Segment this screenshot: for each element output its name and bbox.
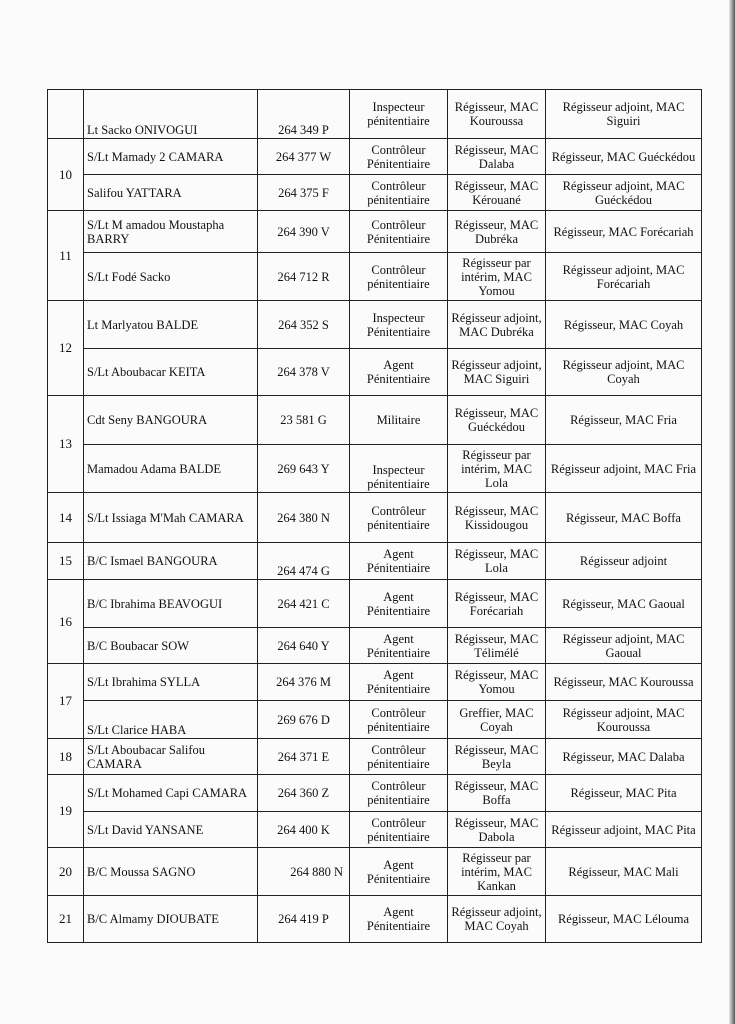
matricule-cell: 264 390 V [258,211,350,253]
new-position-cell: Régisseur, MAC Kouroussa [546,664,702,701]
new-position-cell: Régisseur, MAC Coyah [546,301,702,349]
name-cell: B/C Almamy DIOUBATE [84,896,258,943]
current-position-cell: Régisseur adjoint, MAC Coyah [448,896,546,943]
matricule-cell: 264 380 N [258,493,350,543]
current-position-cell: Régisseur par intérim, MAC Yomou [448,253,546,301]
new-position-cell: Régisseur adjoint [546,543,702,580]
table-row [48,664,702,701]
name-cell: Salifou YATTARA [84,175,258,211]
row-number-cell: 10 [48,139,84,211]
matricule-cell: 264 377 W [258,139,350,175]
name-cell: S/Lt Mamady 2 CAMARA [84,139,258,175]
new-position-cell: Régisseur adjoint, MAC Pita [546,812,702,848]
table-row [48,628,702,664]
table-row [48,580,702,628]
current-position-cell: Régisseur, MAC Kissidougou [448,493,546,543]
matricule-cell: 264 474 G [258,543,350,580]
personnel-table [47,89,702,943]
table-row [48,90,702,139]
name-cell: S/Lt Aboubacar KEITA [84,349,258,396]
current-position-cell: Régisseur, MAC Kérouané [448,175,546,211]
table-row [48,211,702,253]
grade-cell: Contrôleur Pénitentiaire [350,139,448,175]
name-cell: S/Lt David YANSANE [84,812,258,848]
matricule-cell: 264 376 M [258,664,350,701]
new-position-cell: Régisseur, MAC Forécariah [546,211,702,253]
grade-cell: Agent Pénitentiaire [350,848,448,896]
grade-cell: Agent Pénitentiaire [350,628,448,664]
grade-cell: Agent Pénitentiaire [350,580,448,628]
matricule-cell: 264 880 N [258,848,350,896]
row-number-cell: 13 [48,396,84,493]
row-number-cell: 16 [48,580,84,664]
new-position-cell: Régisseur adjoint, MAC Siguiri [546,90,702,139]
current-position-cell: Régisseur adjoint, MAC Dubréka [448,301,546,349]
current-position-cell: Régisseur, MAC Dubréka [448,211,546,253]
table-row [48,396,702,445]
current-position-cell: Régisseur, MAC Guéckédou [448,396,546,445]
grade-cell: Contrôleur pénitentiaire [350,701,448,739]
current-position-cell: Régisseur, MAC Télimélé [448,628,546,664]
matricule-cell: 264 378 V [258,349,350,396]
new-position-cell: Régisseur, MAC Guéckédou [546,139,702,175]
row-number-cell: 20 [48,848,84,896]
grade-cell: Agent Pénitentiaire [350,543,448,580]
row-number-cell: 17 [48,664,84,739]
grade-cell: Inspecteur Pénitentiaire [350,301,448,349]
matricule-cell: 264 419 P [258,896,350,943]
name-cell: B/C Ismael BANGOURA [84,543,258,580]
new-position-cell: Régisseur, MAC Fria [546,396,702,445]
current-position-cell: Régisseur, MAC Yomou [448,664,546,701]
matricule-cell: 269 676 D [258,701,350,739]
grade-cell: Contrôleur pénitentiaire [350,739,448,775]
new-position-cell: Régisseur adjoint, MAC Coyah [546,349,702,396]
grade-cell: Militaire [350,396,448,445]
table-row [48,301,702,349]
matricule-cell: 264 421 C [258,580,350,628]
grade-cell: Inspecteur pénitentiaire [350,90,448,139]
current-position-cell: Régisseur, MAC Boffa [448,775,546,812]
name-cell: S/Lt Aboubacar Salifou CAMARA [84,739,258,775]
grade-cell: Contrôleur pénitentiaire [350,253,448,301]
table-row [48,775,702,812]
row-number-cell [48,90,84,139]
table-row [48,739,702,775]
current-position-cell: Régisseur par intérim, MAC Lola [448,445,546,493]
current-position-cell: Régisseur, MAC Lola [448,543,546,580]
current-position-cell: Régisseur, MAC Dabola [448,812,546,848]
current-position-cell: Régisseur par intérim, MAC Kankan [448,848,546,896]
new-position-cell: Régisseur, MAC Dalaba [546,739,702,775]
new-position-cell: Régisseur, MAC Gaoual [546,580,702,628]
new-position-cell: Régisseur, MAC Mali [546,848,702,896]
grade-cell: Contrôleur pénitentiaire [350,493,448,543]
table-row [48,848,702,896]
grade-cell: Inspecteur pénitentiaire [350,445,448,493]
row-number-cell: 14 [48,493,84,543]
name-cell: S/Lt Mohamed Capi CAMARA [84,775,258,812]
new-position-cell: Régisseur adjoint, MAC Fria [546,445,702,493]
current-position-cell: Régisseur, MAC Dalaba [448,139,546,175]
new-position-cell: Régisseur, MAC Boffa [546,493,702,543]
name-cell: S/Lt Fodé Sacko [84,253,258,301]
row-number-cell: 15 [48,543,84,580]
new-position-cell: Régisseur adjoint, MAC Kouroussa [546,701,702,739]
grade-cell: Contrôleur pénitentiaire [350,175,448,211]
name-cell: Lt Sacko ONIVOGUI [84,90,258,139]
name-cell: S/Lt Clarice HABA [84,701,258,739]
matricule-cell: 264 640 Y [258,628,350,664]
table-row [48,445,702,493]
grade-cell: Contrôleur pénitentiaire [350,812,448,848]
matricule-cell: 264 349 P [258,90,350,139]
name-cell: Cdt Seny BANGOURA [84,396,258,445]
row-number-cell: 19 [48,775,84,848]
name-cell: Lt Marlyatou BALDE [84,301,258,349]
name-cell: S/Lt Ibrahima SYLLA [84,664,258,701]
matricule-cell: 264 400 K [258,812,350,848]
row-number-cell: 21 [48,896,84,943]
matricule-cell: 264 360 Z [258,775,350,812]
row-number-cell: 11 [48,211,84,301]
matricule-cell: 264 375 F [258,175,350,211]
name-cell: S/Lt M amadou Moustapha BARRY [84,211,258,253]
name-cell: B/C Ibrahima BEAVOGUI [84,580,258,628]
new-position-cell: Régisseur adjoint, MAC Forécariah [546,253,702,301]
new-position-cell: Régisseur adjoint, MAC Gaoual [546,628,702,664]
table-row [48,543,702,580]
grade-cell: Agent Pénitentiaire [350,664,448,701]
grade-cell: Contrôleur pénitentiaire [350,775,448,812]
name-cell: B/C Boubacar SOW [84,628,258,664]
current-position-cell: Régisseur, MAC Beyla [448,739,546,775]
row-number-cell: 18 [48,739,84,775]
current-position-cell: Régisseur, MAC Forécariah [448,580,546,628]
current-position-cell: Greffier, MAC Coyah [448,701,546,739]
new-position-cell: Régisseur adjoint, MAC Guéckédou [546,175,702,211]
grade-cell: Agent Pénitentiaire [350,896,448,943]
grade-cell: Agent Pénitentiaire [350,349,448,396]
name-cell: S/Lt Issiaga M'Mah CAMARA [84,493,258,543]
table-row [48,701,702,739]
new-position-cell: Régisseur, MAC Lélouma [546,896,702,943]
table-row [48,175,702,211]
name-cell: Mamadou Adama BALDE [84,445,258,493]
current-position-cell: Régisseur, MAC Kouroussa [448,90,546,139]
grade-cell: Contrôleur Pénitentiaire [350,211,448,253]
table-row [48,253,702,301]
page-edge-shadow [729,0,735,1024]
table-row [48,896,702,943]
current-position-cell: Régisseur adjoint, MAC Siguiri [448,349,546,396]
name-cell: B/C Moussa SAGNO [84,848,258,896]
matricule-cell: 264 352 S [258,301,350,349]
row-number-cell: 12 [48,301,84,396]
new-position-cell: Régisseur, MAC Pita [546,775,702,812]
table-row [48,812,702,848]
matricule-cell: 264 712 R [258,253,350,301]
table-row [48,493,702,543]
matricule-cell: 269 643 Y [258,445,350,493]
matricule-cell: 264 371 E [258,739,350,775]
table-row [48,349,702,396]
matricule-cell: 23 581 G [258,396,350,445]
table-row [48,139,702,175]
